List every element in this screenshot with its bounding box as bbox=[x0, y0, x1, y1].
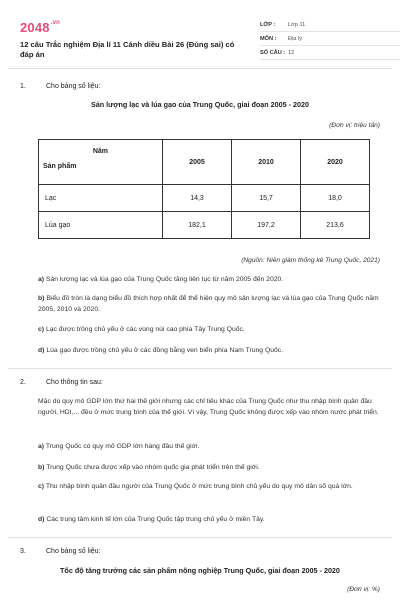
row-header-product: Sản phẩm bbox=[43, 163, 77, 170]
question-number: 3. bbox=[20, 548, 26, 555]
question-number: 1. bbox=[20, 83, 26, 90]
meta-value: Lớp 11 bbox=[288, 21, 306, 28]
meta-row-subject bbox=[260, 32, 400, 46]
statement-text: Thu nhập bình quân đầu người của Trung Quốc ở mức trung bình chủ yếu do quy mô dân số quá lớn. bbox=[45, 483, 353, 490]
table-corner-cell bbox=[39, 140, 163, 185]
statement-c[interactable] bbox=[38, 481, 380, 492]
product-name: Lạc bbox=[39, 185, 163, 212]
meta-key: LỚP : bbox=[260, 21, 276, 28]
table-unit: (Đơn vị: triệu tấn) bbox=[329, 122, 380, 129]
statement-label: d) bbox=[38, 347, 45, 354]
table-title: Sản lượng lạc và lúa gạo của Trung Quốc, giai đoạn 2005 - 2020 bbox=[90, 100, 310, 109]
document-meta bbox=[260, 18, 400, 60]
question-prompt: Cho bảng số liệu: bbox=[46, 83, 101, 90]
value-cell: 213,6 bbox=[301, 212, 370, 239]
meta-key: MÔN : bbox=[260, 35, 277, 42]
meta-value: 12 bbox=[288, 49, 295, 56]
statement-a[interactable] bbox=[38, 441, 380, 452]
statement-label: a) bbox=[38, 443, 45, 450]
statement-label: c) bbox=[38, 483, 45, 490]
table-unit: (Đơn vị: %) bbox=[347, 586, 380, 593]
year-cell: 2020 bbox=[301, 140, 370, 185]
statement-c[interactable] bbox=[38, 324, 380, 335]
statement-label: a) bbox=[38, 276, 45, 283]
question-number: 2. bbox=[20, 379, 26, 386]
divider bbox=[8, 68, 392, 69]
statement-text: Sản lượng lạc và lúa gạo của Trung Quốc tăng liên tục từ năm 2005 đến 2020. bbox=[45, 276, 284, 283]
statement-label: c) bbox=[38, 326, 45, 333]
value-cell: 18,0 bbox=[301, 185, 370, 212]
statement-text: Các trung tâm kinh tế lớn của Trung Quốc tập trung chủ yếu ở miền Tây. bbox=[46, 516, 265, 523]
statement-text: Lạc được trồng chủ yếu ở các vùng núi cao phía Tây Trung Quốc. bbox=[45, 326, 245, 333]
statement-a[interactable] bbox=[38, 274, 380, 285]
meta-row-count bbox=[260, 46, 400, 60]
table-source: (Nguồn: Niên giám thống kê Trung Quốc, 2021) bbox=[241, 257, 380, 264]
site-logo[interactable]: $2048^{.vn}$ bbox=[20, 20, 61, 35]
question-passage: Mặc dù quy mô GDP lớn thứ hai thế giới nhưng các chỉ tiêu khác của Trung Quốc như thu nhập bình quân đầu người, HDI,... đều ở mức trung bình của thế giới. Vì vậy, Trung Quốc không được xếp vào nhóm nước phát triển. bbox=[38, 398, 379, 416]
document-title: 12 câu Trắc nghiệm Địa lí 11 Cánh diều Bài 26 (Đúng sai) có đáp án bbox=[20, 40, 235, 59]
statement-d[interactable] bbox=[38, 345, 380, 356]
question-prompt: Cho bảng số liệu: bbox=[46, 548, 101, 555]
year-cell: 2005 bbox=[163, 140, 232, 185]
statement-d[interactable] bbox=[38, 514, 380, 525]
table-title: Tốc độ tăng trưởng các sản phẩm nông nghiệp Trung Quốc, giai đoạn 2005 - 2020 bbox=[60, 566, 340, 575]
statement-text: Biểu đồ tròn là dạng biểu đồ thích hợp nhất để thể hiện quy mô sản lượng lạc và lúa gạo của Trung Quốc năm 2005, 2010 và 2020. bbox=[38, 295, 379, 313]
question-prompt: Cho thông tin sau: bbox=[46, 379, 103, 386]
year-cell: 2010 bbox=[232, 140, 301, 185]
statement-label: b) bbox=[38, 464, 45, 471]
meta-key: SỐ CÂU : bbox=[260, 49, 286, 56]
document-header bbox=[8, 8, 392, 64]
data-table bbox=[38, 139, 370, 239]
col-header-year: Năm bbox=[92, 148, 108, 155]
value-cell: 14,3 bbox=[163, 185, 232, 212]
value-cell: 15,7 bbox=[232, 185, 301, 212]
statement-text: Trung Quốc chưa được xếp vào nhóm quốc gia phát triển trên thế giới. bbox=[46, 464, 260, 471]
table-header-row bbox=[39, 140, 370, 185]
divider bbox=[8, 537, 392, 538]
statement-text: Lúa gạo được trồng chủ yếu ở các đồng bằng ven biển phía Nam Trung Quốc. bbox=[46, 347, 284, 354]
statement-label: b) bbox=[38, 295, 45, 302]
statement-b[interactable] bbox=[38, 462, 380, 473]
divider bbox=[8, 368, 392, 369]
table-row bbox=[39, 185, 370, 212]
meta-row-class bbox=[260, 18, 400, 32]
table-row bbox=[39, 212, 370, 239]
value-cell: 197,2 bbox=[232, 212, 301, 239]
statement-label: d) bbox=[38, 516, 45, 523]
product-name: Lúa gạo bbox=[39, 212, 163, 239]
value-cell: 182,1 bbox=[163, 212, 232, 239]
statement-b[interactable] bbox=[38, 293, 380, 315]
meta-value: Địa lý bbox=[288, 35, 302, 42]
statement-text: Trung Quốc có quy mô GDP lớn hàng đầu thế giới. bbox=[45, 443, 200, 450]
